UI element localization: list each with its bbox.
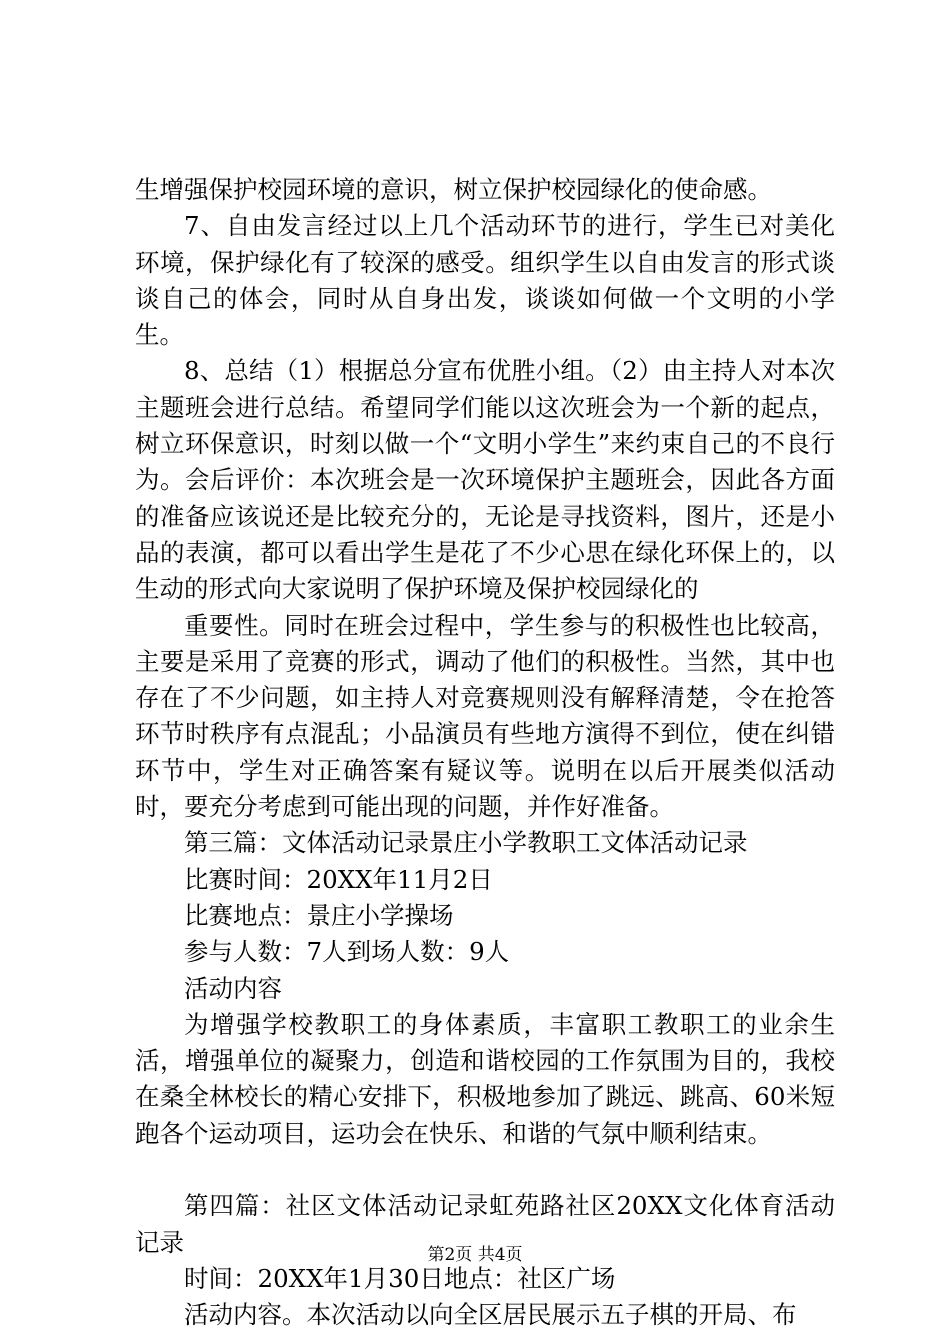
paragraph-summary: 8、总结（1）根据总分宣布优胜小组。（2）由主持人对本次主题班会进行总结。希望同学们能以这次班会为一个新的起点，树立环保意识，时刻以做一个“文明小学生”来约束自己的不良行为。会后评价：本次班会是一次环境保护主题班会，因此各方面的准备应该说还是比较充分的，无论是寻找资料，图片，还是小品的表演，都可以看出学生是花了不少心思在绿化环保上的，以生动的形式向大家说明了保护环境及保护校园绿化的	[135, 356, 835, 604]
paragraph-continuation: 生增强保护校园环境的意识，树立保护校园绿化的使命感。	[135, 175, 772, 204]
paragraph-event-content: 活动内容。本次活动以向全区居民展示五子棋的开局、布	[184, 1300, 797, 1330]
page-number-footer: 第2页 共4页	[427, 1245, 523, 1265]
paragraph-free-speech: 7、自由发言经过以上几个活动环节的进行，学生已对美化环境，保护绿化有了较深的感受。组织学生以自由发言的形式谈谈自己的体会，同时从自身出发，谈谈如何做一个文明的小学生。	[135, 211, 835, 350]
competition-location: 比赛地点：景庄小学操场	[184, 900, 454, 930]
activity-content-label: 活动内容	[184, 973, 282, 1003]
paragraph-importance: 重要性。同时在班会过程中，学生参与的积极性也比较高，主要是采用了竞赛的形式，调动了他们的积极性。当然，其中也存在了不少问题，如主持人对竞赛规则没有解释清楚，令在抢答环节时秩序有点混乱；小品演员有些地方演得不到位，使在纠错环节中，学生对正确答案有疑议等。说明在以后开展类似活动时，要充分考虑到可能出现的问题，并作好准备。	[135, 610, 835, 822]
blank-line	[135, 1152, 835, 1188]
competition-time: 比赛时间：20XX年11月2日	[184, 864, 493, 894]
paragraph-activity-description: 为增强学校教职工的身体素质，丰富职工教职工的业余生活，增强单位的凝聚力，创造和谐校园的工作氛围为目的，我校在桑全林校长的精心安排下，积极地参加了跳远、跳高、60米短跑各个运动项目，运功会在快乐、和谐的气氛中顺利结束。	[135, 1009, 835, 1148]
document-body	[135, 172, 835, 1334]
section-three-heading: 第三篇：文体活动记录景庄小学教职工文体活动记录	[184, 828, 748, 858]
participant-count: 参与人数：7人到场人数：9人	[184, 937, 510, 967]
event-time-location: 时间：20XX年1月30日地点：社区广场	[184, 1263, 616, 1293]
section-four-heading: 第四篇：社区文体活动记录虹苑路社区20XX文化体育活动记录	[135, 1191, 835, 1257]
